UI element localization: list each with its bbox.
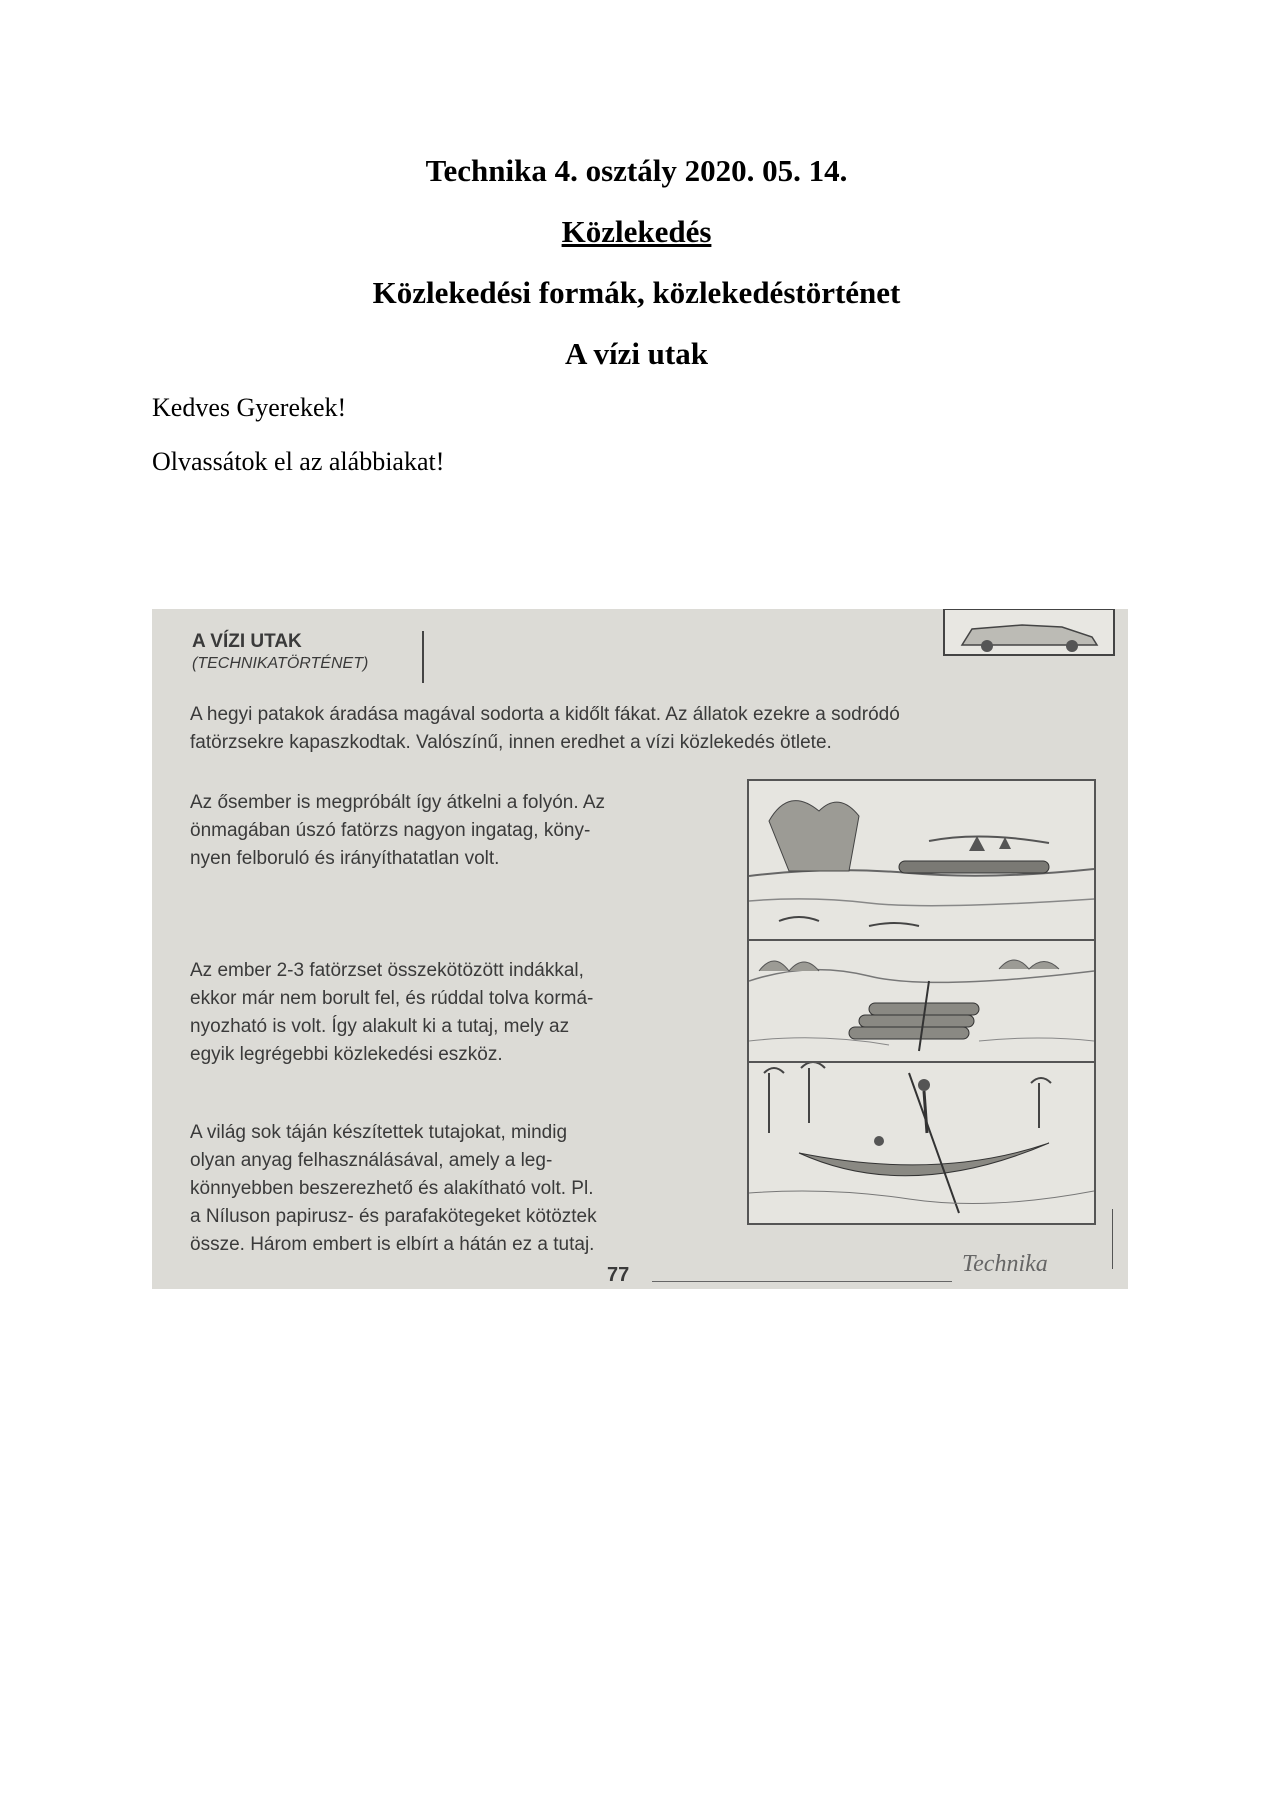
car-illustration-icon bbox=[942, 609, 1117, 657]
para3-line4: egyik legrégebbi közlekedési eszköz. bbox=[190, 1044, 503, 1065]
para2-line1: Az ősember is megpróbált így átkelni a folyón. Az bbox=[190, 792, 606, 813]
lesson-heading: A vízi utak bbox=[565, 336, 708, 371]
title-bracket bbox=[422, 631, 424, 683]
illustration-papyrus-boat bbox=[747, 1061, 1096, 1225]
subtopic-heading: Közlekedési formák, közlekedéstörténet bbox=[372, 275, 901, 310]
para4-line4: a Níluson papirusz- és parafakötegeket kötöztek bbox=[190, 1206, 597, 1227]
para3-line3: nyozható is volt. Így alakult ki a tutaj, mely az bbox=[190, 1016, 570, 1037]
para2-line2: önmagában úszó fatörzs nagyon ingatag, köny- bbox=[190, 820, 591, 841]
para3-line2: ekkor már nem borult fel, és rúddal tolva kormá- bbox=[190, 988, 594, 1009]
textbook-title: A VÍZI UTAK bbox=[192, 631, 302, 652]
page-edge-line bbox=[1112, 1209, 1113, 1269]
footer-rule bbox=[652, 1281, 952, 1282]
textbook-photo bbox=[152, 609, 1128, 1289]
instruction-text: Olvassátok el az alábbiakat! bbox=[152, 447, 445, 476]
illustration-floating-log bbox=[747, 779, 1096, 941]
page-title: Technika 4. osztály 2020. 05. 14. bbox=[425, 153, 848, 188]
topic-heading: Közlekedés bbox=[561, 214, 712, 249]
para4-line3: könnyebben beszerezhető és alakítható volt. Pl. bbox=[190, 1178, 594, 1199]
textbook-page-number: 77 bbox=[607, 1264, 630, 1286]
para1-line1: A hegyi patakok áradása magával sodorta a kidőlt fákat. Az állatok ezekre a sodródó bbox=[190, 704, 900, 725]
para4-line5: össze. Három embert is elbírt a hátán ez a tutaj. bbox=[190, 1234, 595, 1255]
illustration-raft bbox=[747, 939, 1096, 1063]
textbook-subtitle: (TECHNIKATÖRTÉNET) bbox=[192, 655, 369, 672]
textbook-brand: Technika bbox=[962, 1251, 1048, 1277]
greeting-text: Kedves Gyerekek! bbox=[152, 393, 347, 422]
para2-line3: nyen felboruló és irányíthatatlan volt. bbox=[190, 848, 500, 869]
para4-line2: olyan anyag felhasználásával, amely a leg- bbox=[190, 1150, 553, 1171]
para3-line1: Az ember 2-3 fatörzset összekötözött indákkal, bbox=[190, 960, 584, 981]
para4-line1: A világ sok táján készítettek tutajokat, mindig bbox=[190, 1122, 568, 1143]
para1-line2: fatörzsekre kapaszkodtak. Valószínű, innen eredhet a vízi közlekedés ötlete. bbox=[190, 732, 832, 753]
